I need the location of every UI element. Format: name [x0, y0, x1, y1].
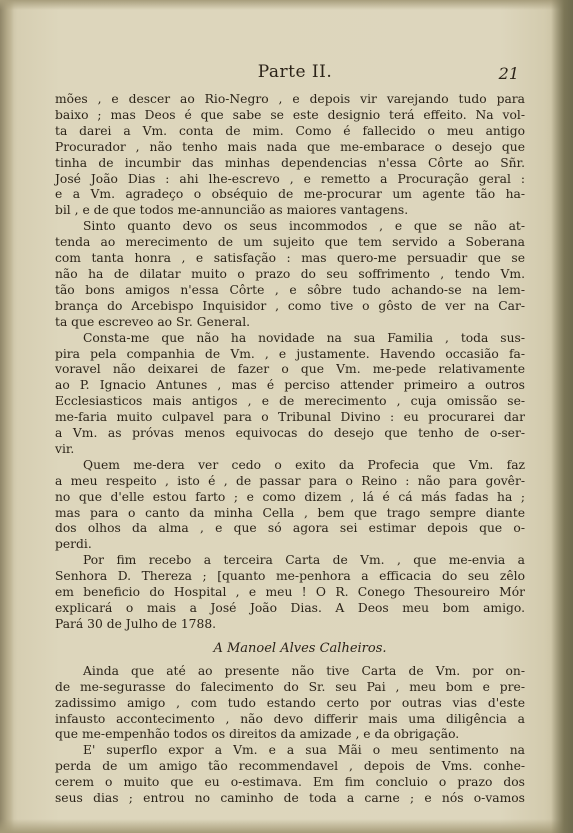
paragraph — [55, 219, 525, 330]
right-page-edge — [551, 0, 573, 833]
text-line: a Vm. as próvas menos equivocas do desejo que tenho de o-ser- — [55, 426, 525, 441]
text-line: Ainda que até ao presente não tive Carta de Vm. por on- — [83, 663, 525, 678]
text-line: mões , e descer ao Rio-Negro , e depois vir varejando tudo para — [55, 92, 525, 106]
text-line: que me-empenhão todos os direitos da amizade , e da obrigação. — [55, 727, 460, 742]
text-line: Ecclesiasticos mais antigos , e de merecimento , cuja omissão se- — [55, 394, 525, 409]
text-line: perdi. — [55, 537, 92, 552]
text-line: me-faria muito culpavel para o Tribunal Divino : eu procurarei dar — [55, 410, 525, 425]
text-line: tenda ao merecimento de um sujeito que tem servido a Soberana — [55, 235, 525, 250]
text-line: E' superflo expor a Vm. e a sua Mãi o meu sentimento na — [83, 743, 525, 758]
paragraph — [55, 743, 525, 807]
text-line: tão bons amigos n'essa Côrte , e sôbre tudo achando-se na lem- — [55, 282, 525, 297]
text-line: ta darei a Vm. conta de mim. Como é fallecido o meu antigo — [55, 123, 525, 138]
letter-body-upper — [55, 92, 525, 633]
text-line: tinha de incumbir das minhas dependencias n'essa Côrte ao Sñr. — [55, 155, 525, 170]
text-line: pira pela companhia de Vm. , e justamente. Havendo occasião fa- — [55, 346, 525, 361]
text-line: Procurador , não tenho mais nada que me-embarace o desejo que — [55, 139, 525, 154]
text-line: no que d'elle estou farto ; e como dizem , lá é cá más fadas ha ; — [55, 489, 525, 504]
text-line: brança do Arcebispo Inquisidor , como tive o gôsto de ver na Car- — [55, 298, 525, 313]
text-line: Quem me-dera ver cedo o exito da Profecia que Vm. faz — [83, 457, 525, 472]
paragraph — [55, 458, 525, 553]
text-line: a meu respeito , isto é , de passar para o Reino : não para govêr- — [55, 473, 525, 488]
text-line: Consta-me que não ha novidade na sua Familia , toda sus- — [83, 330, 525, 345]
text-line: Pará 30 de Julho de 1788. — [55, 616, 217, 631]
text-line: explicará o mais a José João Dias. A Deos meu bom amigo. — [55, 601, 525, 615]
text-line: infausto accontecimento , não devo differir mais uma diligência a — [55, 711, 525, 726]
book-page — [55, 60, 525, 807]
text-line: e a Vm. agradeço o obséquio de me-procurar um agente tão ha- — [55, 187, 525, 202]
top-page-edge — [0, 0, 573, 10]
text-line: Por fim recebo a terceira Carta de Vm. , que me-envia a — [83, 553, 525, 568]
bottom-page-edge — [0, 819, 573, 833]
text-line: seus dias ; entrou no caminho de toda a carne ; e nós o-vamos — [55, 791, 525, 806]
text-line: José João Dias : ahi lhe-escrevo , e remetto a Procuração geral : — [55, 171, 525, 186]
text-line: zadissimo amigo , com tudo estando certo por outras vias d'este — [55, 695, 525, 710]
text-line: cerem o muito que eu o-estimava. Em fim concluio o prazo dos — [55, 775, 525, 790]
text-line: voravel não deixarei de fazer o que Vm. me-pede relativamente — [55, 362, 525, 377]
text-line: Sinto quanto devo os seus incommodos , e que se não at- — [83, 219, 525, 234]
letter-body-lower — [55, 664, 525, 807]
paragraph — [55, 664, 525, 744]
paragraph — [55, 553, 525, 633]
text-line: perda de um amigo tão recommendavel , depois de Vms. conhe- — [55, 759, 525, 774]
text-line: ta que escreveo ao Sr. General. — [55, 314, 251, 329]
page-header — [55, 60, 525, 92]
running-head: Parte II. — [257, 62, 333, 82]
text-line: vir. — [55, 441, 75, 456]
text-line: não ha de dilatar muito o prazo do seu soffrimento , tendo Vm. — [55, 266, 525, 281]
left-page-edge — [0, 0, 14, 833]
text-line: de me-segurasse do falecimento do Sr. seu Pai , meu bom e pre- — [55, 679, 525, 694]
text-line: em beneficio do Hospital , e meu ! O R. Conego Thesoureiro Mór — [55, 585, 525, 600]
text-line: ao P. Ignacio Antunes , mas é perciso attender primeiro a outros — [55, 378, 525, 393]
text-line: bil , e de que todos me-annuncião as maiores vantagens. — [55, 203, 409, 218]
letter-addressee: A Manoel Alves Calheiros. — [213, 640, 387, 656]
paragraph — [55, 92, 525, 219]
text-line: dos olhos da alma , e que só agora sei estimar depois que o- — [55, 521, 525, 536]
text-line: baixo ; mas Deos é que sabe se este designio terá effeito. Na vol- — [55, 107, 525, 122]
paragraph — [55, 331, 525, 458]
page-number: 21 — [498, 64, 519, 83]
text-line: Senhora D. Thereza ; [quanto me-penhora a efficacia do seu zêlo — [55, 569, 525, 584]
text-line: com tanta honra , e satisfação : mas quero-me persuadir que se — [55, 251, 525, 266]
text-line: mas para o canto da minha Cella , bem que trago sempre diante — [55, 505, 525, 520]
